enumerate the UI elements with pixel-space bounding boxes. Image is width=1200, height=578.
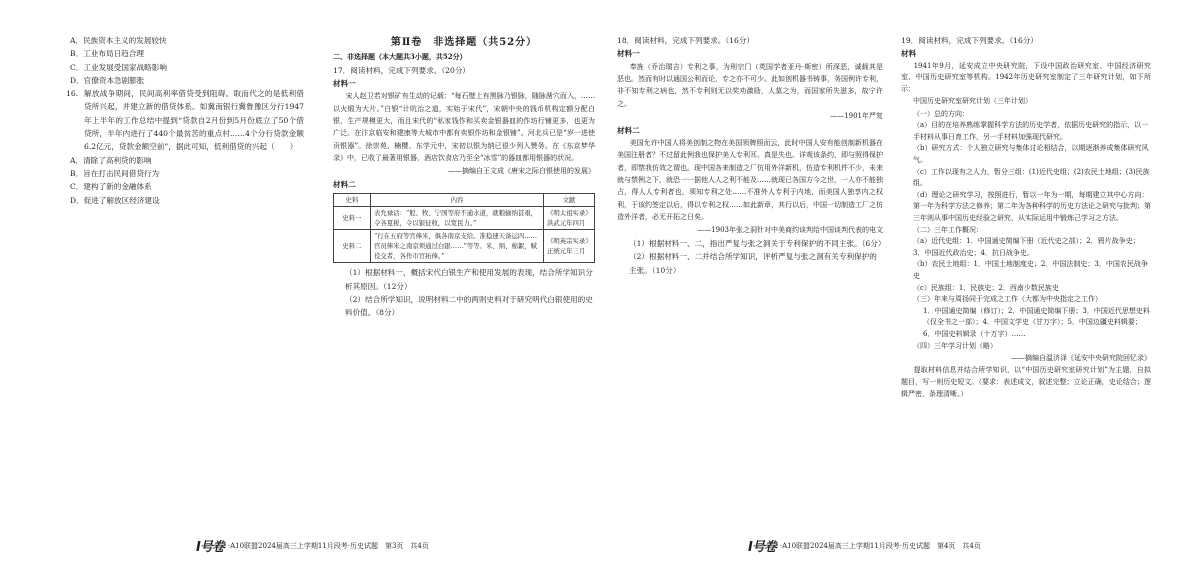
plan-item: （二）三年工作概况： [913, 225, 983, 234]
requirement-18-1: （1）根据材料一、二，指出严复与张之洞关于专利保护的不同主张。（6分） [629, 238, 886, 248]
page3-right-column [333, 34, 595, 319]
plan-item: （c）工作以现有之人力，暂分三组：(1)近代史组；(2)农民土地组；(3)民族组。 [913, 167, 1150, 188]
plan-item: （一）总的方向： [913, 109, 969, 118]
material-1-label: 材料一 [333, 78, 356, 88]
table-cell: “行在五府等官俸米，俱各南京支给。准稳速天备运四……官员俸米之南京须通过白银……”等等。米、绢、棉絮，赋役交者，各作市官拓俸。” [371, 230, 544, 263]
plan-item: （d）理论之研究学习，按照进行，暂以一年为一期，每期建立其中心方向：第一年为科学方法之修养；第二年为各种科学的历史方法论之研究与批判；第三年则从事中国历史经验之研究，从实际运用中锻炼己学习之方法。 [913, 190, 1151, 223]
option-16d: D．促进了解放区经济建设 [70, 195, 160, 205]
plan-item: 1．中国通史简编（修订）；2．中国通史简编下册；3．中国近代思想史料（仅全书之一部）；4．中国文学史（甘万字）；5．中国边疆史料辑要；6．中国史料辑录（十万字）…… [923, 306, 1150, 338]
material-1-source: ——1901年严复 [830, 112, 883, 121]
part-title: 第Ⅱ卷 非选择题（共52分） [390, 37, 538, 48]
question-19: 19．阅读材料，完成下列要求。（16分） [901, 36, 1039, 45]
question-17: 17．阅读材料，完成下列要求。（20分） [333, 65, 471, 75]
table-header: 内容 [371, 194, 544, 207]
table-cell: 表允禄话：“般、牧、宁国等府不通水道，就粮输纳甚艰，令各夏税，令以银征收，以宽民力。” [371, 207, 544, 230]
material-2-label: 材料二 [617, 125, 640, 135]
table-cell: 《明英宗实录》正统元年三月 [544, 230, 595, 263]
table-row [334, 230, 595, 263]
material-1-label: 材料一 [617, 49, 640, 59]
question-16 [66, 87, 304, 153]
requirement-19: 提取材料信息并结合所学知识，以“中国历史研究室研究计划”为主题，自拟题目，写一则历史短文。（要求：表述成文，叙述完整；立论正确，史论结合；逻辑严密，条理清晰。） [901, 366, 1151, 398]
material-1-text: 奉旌（乔治瑞吉）专利之事，为刑宗门（英国学者亚丹·斯密）所深恶，诚载其是恶也。然而有时以通国公利而论，专之亦不可少。此如创机器书铸事，务国例许专利，非不知专利之病也，然不专利则无以奖劝激励，人莫之为，而国家所失滋多，故宁许之。 [617, 62, 883, 108]
plan-item: （b）农民土地组：1．中国土地制度史；2．中国法制史；3．中国农民战争史 [913, 260, 1148, 280]
material-label: 材料 [901, 49, 917, 59]
table-header: 史料 [334, 194, 371, 207]
option-16a: A．清除了高利贷的影响 [70, 155, 152, 165]
requirement-17-2: （2）结合所学知识，说明材料二中的两则史料对于研究明代白银使用的史料价值。（8分） [345, 294, 593, 318]
material-2-text: 美国允许中国人将美创制之物在美国领牌照而云，此时中国人安有能创制新机器在美国注册者？不过留此例我也保护美人专利耳。真是失也。详观该条约，即与照得保护者，即禁我仿效之谓也。现中国各来制造之厂仿用外洋新机，仿造专利机件不少，未来就与禁例之下，就恐一一据他人人之利不能及……就现已各国方今之世，一人亦不能独占，得人人专利者也，须知专利之处……不准外人专利于内地，而美国人独享内之权利，于该约签定以后，得以专利之权……如此新章，其行以后，中国一切制造工厂之仿造外洋者，必无开拓之日矣。 [617, 138, 883, 222]
plan-title: 中国历史研究室研究计划（三年计划） [913, 97, 1032, 106]
option-15c: C．工业发展受国家战略影响 [70, 62, 167, 72]
page3-left-column [66, 34, 304, 207]
option-16c: C．建构了新的金融体系 [70, 182, 152, 192]
plan-item: （b）研究方式：个人独立研究与集体讨论相结合，以期逐渐养成集体研究风气。 [913, 144, 1149, 165]
plan-items [901, 109, 1151, 352]
option-16b: B．旨在打击民间借贷行为 [70, 168, 160, 178]
material-2-label: 材料二 [333, 179, 356, 189]
source-table [333, 193, 595, 263]
brand-logo: I号卷 [196, 540, 224, 555]
requirement-17-1: （1）根据材料一，概括宋代白银生产和使用发展的表现，结合所学知识分析其原因。（12分） [345, 268, 593, 291]
table-row [334, 207, 595, 230]
option-15a: A．民族资本主义的发展较快 [70, 36, 167, 45]
material-1-source: ——摘编自王文成《唐宋之际白银使用的发展》 [448, 166, 595, 175]
brand-logo: I号卷 [748, 540, 776, 555]
requirement-18-2: （2）根据材料一、二并结合所学知识，评析严复与张之洞有关专利保护的主张。（10分） [629, 252, 877, 275]
table-cell: 史料二 [334, 230, 371, 263]
material-1-text: 宋人赵卫若对银矿有生动的记载：“每石壁上有黑脉乃银脉，随脉凿穴而入，……以火煅为大片。”白银“计吭治之道，实始于宋代”，宋朝中央的钱币机构定额分配白银，生产规模更大，而且宋代的“私家钱作和买卖金银器皿的作坊行铺更多，也更为广泛。在汴京临安和建康等大城市中都有卖银作坊和金银铺”。河北兵已是“岁一进使贡银器”。徐崇苑、楠樱、东学元中，宋初以银为纳已很少列入赞务。在《东京梦华录》中，已收了最著用银器，酒店饮食店乃至全“冰雪”的器皿都用银器的状况。 [333, 92, 595, 163]
plan-item: （a）近代史组：1．中国通史简编下册（近代史之部）；2．鸦片战争史；3．中国近代政治史；4．抗日战争史。 [913, 237, 1140, 257]
plan-item: （c）民族组：1．民族史；2．西南少数民族史 [913, 283, 1059, 292]
page3-footer [196, 536, 429, 555]
question-16-text: 解放战争期间，民间高利率借贷受到阻碍。取而代之的是低利借贷所兴起，并建立新的借贷体系。如冀南银行冀鲁豫区分行1947年上半年的工作总结中提到“贷款自2月份到5月份底立了50个借贷所，半年内进行了440个最贫苦的重点村……4个分行贷款金额6.2亿元，贷款金额空前”，据此可知，低利借贷的兴起（ ） [84, 89, 304, 152]
page4-footer [748, 536, 981, 555]
table-cell: 史料一 [334, 207, 371, 230]
question-18: 18．阅读材料，完成下列要求。（16分） [617, 36, 755, 45]
material-intro: 1941年9月，延安成立中央研究院，下设中国政治研究室、中国经济研究室、中国历史研究室等机构。1942年历史研究室制定了三年研究计划，如下所示： [901, 61, 1151, 93]
option-15d: D．官僚资本急剧膨胀 [70, 75, 145, 85]
footer-text: ·A10联盟2024届高三上学期11月段考·历史试题 第3页 共4页 [227, 541, 429, 550]
page4-left-column [617, 34, 886, 277]
plan-item: （a）目的在培养熟练掌握科学方法的历史学者，依据历史研究的指示，以一手材料从事日育工作，另一手材料加强现代研究。 [913, 121, 1149, 141]
material-source: ——摘编自温济泽《延安中央研究院回忆录》 [1011, 354, 1151, 363]
page4-right-column [901, 34, 1151, 400]
table-cell: 《明太祖实录》洪武元年四月 [544, 207, 595, 230]
material-2-source: ——1903年张之洞针对中美商约谈判给中国谈判代表的电文 [697, 225, 883, 234]
question-16-number: 16. [66, 89, 79, 99]
plan-item: （四）三年学习计划（略） [913, 341, 997, 350]
table-header: 文献 [544, 194, 595, 207]
footer-text: ·A10联盟2024届高三上学期11月段考·历史试题 第4页 共4页 [779, 541, 981, 550]
plan-item: （三）年来与周扬同于完成之工作（大都为中央指定之工作） [913, 295, 1102, 304]
option-15b: B．工业布局日趋合理 [70, 49, 144, 59]
section-heading: 二、非选择题（本大题共3小题，共52分） [333, 52, 467, 62]
